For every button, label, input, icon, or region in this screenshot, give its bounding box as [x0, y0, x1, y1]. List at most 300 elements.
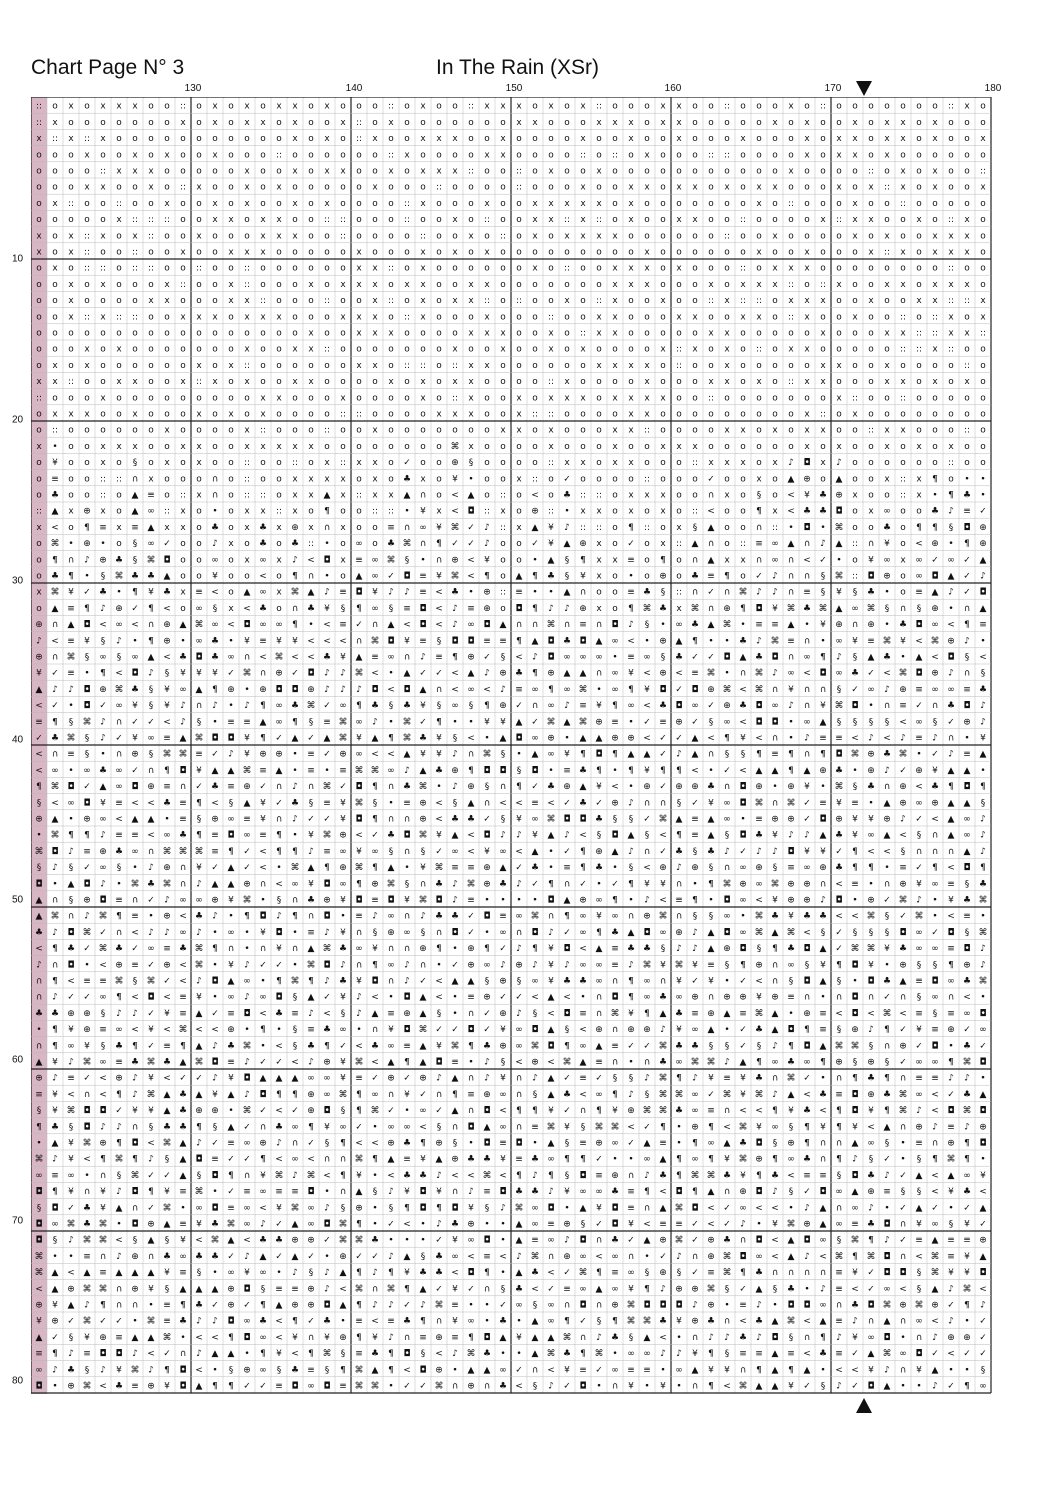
stitch-symbol: o [196, 555, 202, 565]
stitch-symbol: x [820, 458, 826, 468]
stitch-symbol: • [884, 620, 889, 630]
stitch-symbol: o [692, 361, 698, 371]
stitch-symbol: ¥ [84, 1041, 90, 1051]
stitch-symbol: :: [260, 490, 266, 500]
stitch-symbol: ▲ [548, 993, 555, 1003]
stitch-symbol: • [788, 1009, 793, 1019]
stitch-symbol: ∩ [132, 1300, 139, 1310]
stitch-symbol: ♣ [307, 895, 315, 905]
stitch-symbol: ▲ [356, 571, 363, 581]
stitch-symbol: ✓ [595, 1365, 603, 1375]
stitch-symbol: ♣ [867, 782, 875, 792]
stitch-symbol: ⌘ [355, 1284, 364, 1294]
stitch-symbol: ▲ [532, 1349, 539, 1359]
stitch-symbol: ◘ [739, 782, 746, 792]
stitch-symbol: • [932, 912, 937, 922]
stitch-symbol: x [884, 231, 890, 241]
stitch-symbol: o [388, 442, 394, 452]
stitch-symbol: ⌘ [899, 669, 908, 679]
stitch-symbol: ▲ [708, 523, 715, 533]
stitch-symbol: ≡ [307, 1365, 315, 1375]
stitch-symbol: ¶ [356, 1268, 362, 1278]
stitch-symbol: o [404, 442, 410, 452]
stitch-symbol: o [340, 361, 346, 371]
stitch-symbol: ≡ [275, 1381, 283, 1391]
stitch-symbol: o [900, 539, 906, 549]
stitch-symbol: ◘ [803, 523, 810, 533]
stitch-symbol: § [853, 928, 858, 938]
stitch-symbol: x [52, 409, 58, 419]
stitch-symbol: o [820, 345, 826, 355]
stitch-symbol: ∞ [739, 928, 747, 938]
stitch-symbol: o [516, 150, 522, 160]
stitch-symbol: ▲ [452, 1106, 459, 1116]
stitch-symbol: • [260, 976, 265, 986]
stitch-symbol: • [884, 588, 889, 598]
stitch-symbol: ♣ [835, 831, 843, 841]
stitch-symbol: ¶ [964, 1300, 970, 1310]
stitch-symbol: ¥ [404, 636, 410, 646]
stitch-symbol: x [964, 377, 970, 387]
stitch-symbol: x [340, 280, 346, 290]
stitch-symbol: • [516, 750, 521, 760]
stitch-symbol: ♪ [132, 1074, 138, 1084]
stitch-symbol: o [580, 280, 586, 290]
stitch-symbol: ¶ [340, 1171, 346, 1181]
stitch-symbol: ∩ [596, 1009, 603, 1019]
stitch-symbol: o [84, 426, 90, 436]
stitch-symbol: ▲ [292, 733, 299, 743]
stitch-symbol: x [548, 393, 554, 403]
stitch-symbol: ¥ [980, 1171, 986, 1181]
stitch-symbol: ∩ [260, 944, 267, 954]
stitch-symbol: < [627, 636, 635, 646]
stitch-symbol: ♪ [420, 912, 426, 922]
stitch-symbol: o [356, 199, 362, 209]
stitch-symbol: ♪ [596, 1333, 602, 1343]
stitch-symbol: o [468, 134, 474, 144]
stitch-symbol: ◘ [243, 1284, 250, 1294]
stitch-symbol: x [308, 345, 314, 355]
stitch-symbol: § [101, 1041, 106, 1051]
stitch-symbol: ¶ [580, 1155, 586, 1165]
stitch-symbol: • [628, 1057, 633, 1067]
stitch-symbol: o [948, 134, 954, 144]
stitch-symbol: § [837, 1171, 842, 1181]
stitch-symbol: ✓ [259, 1381, 267, 1391]
stitch-symbol: ⌘ [755, 928, 764, 938]
stitch-symbol: ▲ [228, 766, 235, 776]
stitch-symbol: ◘ [307, 1187, 314, 1197]
stitch-symbol: ≡ [99, 976, 107, 986]
stitch-symbol: ♪ [676, 944, 682, 954]
stitch-symbol: ⊕ [707, 1300, 715, 1310]
stitch-symbol: • [484, 895, 489, 905]
stitch-symbol: x [660, 490, 666, 500]
stitch-symbol: ¥ [548, 960, 554, 970]
stitch-symbol: ♣ [51, 733, 59, 743]
stitch-symbol: o [468, 215, 474, 225]
stitch-symbol: o [516, 280, 522, 290]
stitch-symbol: ♣ [755, 1025, 763, 1035]
stitch-symbol: x [276, 183, 282, 193]
stitch-symbol: o [932, 102, 938, 112]
stitch-symbol: ¶ [740, 960, 746, 970]
stitch-symbol: § [341, 604, 346, 614]
stitch-symbol: • [980, 1074, 985, 1084]
stitch-symbol: ⌘ [355, 766, 364, 776]
stitch-symbol: ◘ [963, 701, 970, 711]
stitch-symbol: ▲ [708, 928, 715, 938]
stitch-symbol: ¶ [388, 1268, 394, 1278]
stitch-symbol: ⊕ [595, 847, 603, 857]
stitch-symbol: o [948, 118, 954, 128]
stitch-symbol: o [516, 312, 522, 322]
stitch-symbol: ¥ [820, 847, 826, 857]
stitch-symbol: o [196, 296, 202, 306]
stitch-symbol: ≡ [275, 1187, 283, 1197]
stitch-symbol: ⊕ [451, 458, 459, 468]
stitch-symbol: ⌘ [179, 1025, 188, 1035]
stitch-symbol: ◘ [403, 1025, 410, 1035]
stitch-symbol: < [579, 944, 587, 954]
stitch-symbol: § [517, 976, 522, 986]
stitch-symbol: • [644, 1252, 649, 1262]
stitch-symbol: o [340, 183, 346, 193]
stitch-symbol: :: [500, 523, 506, 533]
stitch-symbol: ¥ [276, 1349, 282, 1359]
stitch-symbol: ¥ [660, 1381, 666, 1391]
stitch-symbol: ¶ [548, 879, 554, 889]
stitch-symbol: ♣ [659, 1317, 667, 1327]
stitch-symbol: ⊕ [211, 1106, 219, 1116]
stitch-symbol: x [516, 393, 522, 403]
stitch-symbol: x [452, 134, 458, 144]
stitch-symbol: ⌘ [355, 1365, 364, 1375]
stitch-symbol: ∞ [739, 863, 747, 873]
stitch-symbol: < [499, 1252, 507, 1262]
stitch-symbol: :: [132, 215, 138, 225]
stitch-symbol: ∞ [723, 814, 731, 824]
stitch-symbol: ∞ [963, 1171, 971, 1181]
stitch-symbol: ♣ [659, 1171, 667, 1181]
stitch-symbol: x [724, 555, 730, 565]
stitch-symbol: ∞ [547, 701, 555, 711]
stitch-symbol: ¶ [388, 733, 394, 743]
stitch-symbol: o [612, 539, 618, 549]
stitch-symbol: o [916, 312, 922, 322]
stitch-symbol: ¶ [948, 1057, 954, 1067]
stitch-symbol: ♪ [692, 928, 698, 938]
stitch-symbol: x [468, 393, 474, 403]
stitch-symbol: ♪ [52, 863, 58, 873]
stitch-symbol: ✓ [899, 766, 907, 776]
stitch-symbol: ✓ [563, 1074, 571, 1084]
stitch-symbol: x [516, 523, 522, 533]
stitch-symbol: x [340, 523, 346, 533]
stitch-symbol: ✓ [403, 458, 411, 468]
stitch-symbol: o [420, 150, 426, 160]
stitch-symbol: x [468, 377, 474, 387]
stitch-symbol: o [692, 490, 698, 500]
stitch-symbol: o [260, 199, 266, 209]
stitch-symbol: • [212, 1365, 217, 1375]
stitch-symbol: ✓ [899, 1025, 907, 1035]
stitch-symbol: x [916, 490, 922, 500]
stitch-symbol: ♪ [980, 831, 986, 841]
stitch-symbol: ⌘ [643, 1317, 652, 1327]
stitch-symbol: < [147, 798, 155, 808]
stitch-symbol: ⌘ [867, 944, 876, 954]
stitch-symbol: ♪ [68, 847, 74, 857]
stitch-symbol: ⌘ [387, 555, 396, 565]
stitch-symbol: ∩ [820, 685, 827, 695]
stitch-symbol: ⊕ [531, 507, 539, 517]
stitch-symbol: o [884, 296, 890, 306]
stitch-symbol: :: [324, 426, 330, 436]
stitch-symbol: ∞ [243, 1138, 251, 1148]
stitch-symbol: ¶ [564, 1041, 570, 1051]
stitch-symbol: ≡ [259, 831, 267, 841]
stitch-symbol: ∩ [676, 912, 683, 922]
stitch-symbol: • [212, 928, 217, 938]
stitch-symbol: x [756, 377, 762, 387]
stitch-symbol: ▲ [964, 798, 971, 808]
stitch-symbol: ⊕ [35, 652, 43, 662]
stitch-symbol: ≡ [211, 1155, 219, 1165]
stitch-symbol: o [916, 409, 922, 419]
stitch-symbol: ⊕ [675, 1284, 683, 1294]
stitch-symbol: ⌘ [371, 1381, 380, 1391]
stitch-symbol: o [36, 361, 42, 371]
stitch-symbol: § [613, 814, 618, 824]
stitch-symbol: • [980, 474, 985, 484]
stitch-symbol: § [565, 555, 570, 565]
stitch-symbol: ♣ [659, 1057, 667, 1067]
stitch-symbol: ∞ [451, 1252, 459, 1262]
stitch-symbol: o [596, 588, 602, 598]
stitch-symbol: § [117, 863, 122, 873]
stitch-symbol: ⊕ [371, 879, 379, 889]
stitch-symbol: ✓ [211, 1009, 219, 1019]
stitch-symbol: ♪ [884, 1365, 890, 1375]
stitch-symbol: ≡ [835, 1317, 843, 1327]
stitch-symbol: ¶ [260, 1349, 266, 1359]
stitch-symbol: < [787, 1171, 795, 1181]
stitch-symbol: ∞ [963, 814, 971, 824]
stitch-symbol: ♣ [787, 944, 795, 954]
stitch-symbol: x [324, 166, 330, 176]
stitch-symbol: ∩ [948, 733, 955, 743]
stitch-symbol: o [692, 474, 698, 484]
stitch-symbol: ∞ [355, 717, 363, 727]
stitch-symbol: x [644, 150, 650, 160]
stitch-symbol: o [180, 134, 186, 144]
stitch-symbol: ⌘ [963, 1284, 972, 1294]
stitch-symbol: ⊕ [227, 685, 235, 695]
stitch-symbol: x [532, 231, 538, 241]
stitch-symbol: ✓ [131, 604, 139, 614]
stitch-symbol: ⊕ [659, 863, 667, 873]
stitch-symbol: ♣ [515, 669, 523, 679]
stitch-symbol: < [931, 814, 939, 824]
stitch-symbol: ∩ [804, 1268, 811, 1278]
stitch-symbol: ♪ [356, 1009, 362, 1019]
stitch-symbol: o [676, 150, 682, 160]
stitch-symbol: ⊕ [451, 766, 459, 776]
stitch-symbol: o [324, 264, 330, 274]
stitch-symbol: ⌘ [563, 1057, 572, 1067]
stitch-symbol: ¶ [452, 1090, 458, 1100]
stitch-symbol: ∞ [691, 1155, 699, 1165]
stitch-symbol: ♪ [484, 523, 490, 533]
stitch-symbol: x [612, 555, 618, 565]
stitch-symbol: o [420, 118, 426, 128]
stitch-symbol: :: [964, 426, 970, 436]
stitch-symbol: ⌘ [291, 863, 300, 873]
stitch-symbol: ♪ [340, 685, 346, 695]
stitch-symbol: ◘ [35, 1381, 42, 1391]
stitch-symbol: o [500, 296, 506, 306]
stitch-symbol: ⌘ [195, 1187, 204, 1197]
stitch-symbol: ⊕ [899, 960, 907, 970]
row-number: 20 [12, 415, 23, 426]
stitch-symbol: o [532, 426, 538, 436]
stitch-symbol: o [708, 264, 714, 274]
stitch-symbol: o [772, 393, 778, 403]
stitch-symbol: o [260, 134, 266, 144]
stitch-symbol: ¥ [820, 620, 826, 630]
stitch-symbol: ♣ [307, 1041, 315, 1051]
stitch-symbol: o [724, 393, 730, 403]
stitch-symbol: ∞ [835, 1219, 843, 1229]
stitch-symbol: x [932, 280, 938, 290]
stitch-symbol: ¶ [228, 1333, 234, 1343]
stitch-symbol: ∩ [564, 1300, 571, 1310]
stitch-symbol: o [804, 280, 810, 290]
stitch-symbol: o [340, 199, 346, 209]
stitch-symbol: ⊕ [691, 1317, 699, 1327]
stitch-symbol: x [628, 361, 634, 371]
stitch-symbol: ♪ [164, 928, 170, 938]
stitch-symbol: o [308, 166, 314, 176]
stitch-symbol: ♪ [116, 1009, 122, 1019]
stitch-symbol: o [68, 183, 74, 193]
stitch-symbol: o [100, 215, 106, 225]
stitch-symbol: < [307, 652, 315, 662]
stitch-symbol: o [452, 183, 458, 193]
stitch-symbol: ◘ [355, 782, 362, 792]
stitch-symbol: ▲ [852, 1187, 859, 1197]
stitch-symbol: o [740, 231, 746, 241]
stitch-symbol: < [579, 1025, 587, 1035]
stitch-symbol: ◘ [483, 912, 490, 922]
stitch-symbol: ♣ [659, 993, 667, 1003]
stitch-symbol: x [244, 523, 250, 533]
stitch-symbol: ◘ [483, 1138, 490, 1148]
stitch-symbol: o [68, 474, 74, 484]
stitch-symbol: < [115, 1236, 123, 1246]
stitch-symbol: § [309, 717, 314, 727]
stitch-symbol: :: [836, 215, 842, 225]
stitch-symbol: ▲ [372, 733, 379, 743]
stitch-symbol: ⊕ [163, 912, 171, 922]
stitch-symbol: • [820, 523, 825, 533]
stitch-symbol: ≡ [83, 1349, 91, 1359]
stitch-symbol: ◘ [67, 960, 74, 970]
stitch-symbol: :: [580, 328, 586, 338]
stitch-symbol: • [628, 1155, 633, 1165]
stitch-symbol: ▲ [644, 1333, 651, 1343]
stitch-symbol: o [708, 442, 714, 452]
stitch-symbol: ▲ [132, 1268, 139, 1278]
stitch-symbol: x [772, 183, 778, 193]
stitch-symbol: ≡ [179, 814, 187, 824]
stitch-symbol: ♣ [563, 636, 571, 646]
stitch-symbol: ¶ [548, 685, 554, 695]
stitch-symbol: ⌘ [915, 912, 924, 922]
stitch-symbol: o [196, 215, 202, 225]
stitch-symbol: ⌘ [195, 620, 204, 630]
stitch-symbol: ✓ [627, 1236, 635, 1246]
stitch-symbol: ♪ [100, 831, 106, 841]
stitch-symbol: ⌘ [643, 604, 652, 614]
stitch-symbol: ¥ [468, 1203, 474, 1213]
stitch-symbol: o [756, 409, 762, 419]
stitch-symbol: ⌘ [851, 750, 860, 760]
stitch-symbol: • [804, 620, 809, 630]
stitch-symbol: ⌘ [787, 928, 796, 938]
stitch-symbol: ¶ [436, 1203, 442, 1213]
stitch-symbol: x [868, 507, 874, 517]
stitch-symbol: x [196, 183, 202, 193]
stitch-symbol: ¥ [628, 1219, 634, 1229]
stitch-symbol: ◘ [787, 847, 794, 857]
stitch-symbol: ¶ [516, 782, 522, 792]
stitch-symbol: x [308, 442, 314, 452]
stitch-symbol: x [484, 280, 490, 290]
stitch-symbol: ⌘ [339, 1219, 348, 1229]
stitch-symbol: x [644, 393, 650, 403]
stitch-symbol: < [659, 1333, 667, 1343]
stitch-symbol: x [308, 474, 314, 484]
stitch-symbol: ◘ [739, 1252, 746, 1262]
stitch-symbol: x [196, 409, 202, 419]
stitch-symbol: ✓ [467, 912, 475, 922]
stitch-symbol: o [612, 183, 618, 193]
stitch-symbol: ⌘ [323, 1349, 332, 1359]
stitch-symbol: ▲ [628, 831, 635, 841]
stitch-symbol: o [420, 458, 426, 468]
stitch-symbol: o [980, 345, 986, 355]
stitch-symbol: x [660, 507, 666, 517]
stitch-symbol: o [36, 409, 42, 419]
stitch-symbol: ♣ [291, 701, 299, 711]
stitch-symbol: ⊕ [691, 993, 699, 1003]
stitch-symbol: o [100, 199, 106, 209]
stitch-symbol: ∩ [836, 993, 843, 1003]
stitch-symbol: x [612, 361, 618, 371]
stitch-symbol: ◘ [771, 652, 778, 662]
stitch-symbol: ⊕ [499, 669, 507, 679]
stitch-symbol: ≡ [243, 814, 251, 824]
stitch-symbol: o [372, 118, 378, 128]
stitch-symbol: ⊕ [307, 1090, 315, 1100]
stitch-symbol: ∞ [979, 1381, 987, 1391]
stitch-symbol: x [900, 134, 906, 144]
stitch-symbol: o [100, 118, 106, 128]
stitch-symbol: ∩ [36, 1041, 43, 1051]
